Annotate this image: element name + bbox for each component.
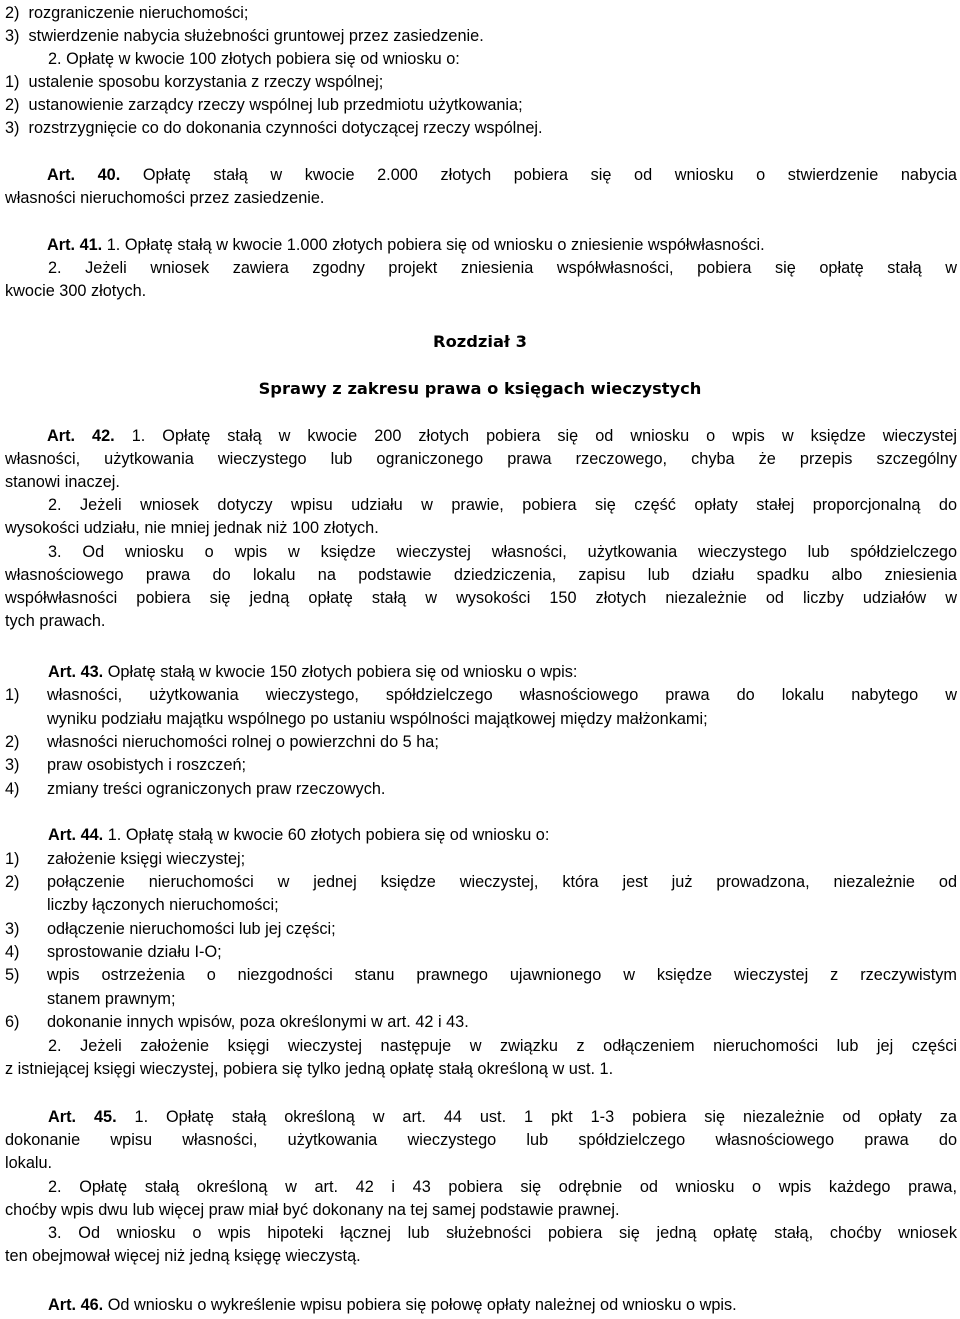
list-item [5, 964, 957, 987]
list-item-text: własności nieruchomości rolnej o powierzchni do 5 ha; [47, 733, 439, 751]
article-heading: Art. 40. [47, 166, 121, 184]
article-44-line: Art. 44. 1. Opłatę stałą w kwocie 60 złotych pobiera się od wniosku o: [48, 826, 550, 844]
list-item-text: zmiany treści ograniczonych praw rzeczowych. [47, 780, 386, 798]
list-item [5, 754, 957, 777]
list-item [5, 871, 957, 894]
list-item-text: odłączenie nieruchomości lub jej części; [47, 920, 336, 938]
text-line: 2. Jeżeli wniosek dotyczy wpisu udziału w prawie, pobiera się część opłaty stałej proporcjonalną do [48, 496, 957, 514]
list-item [5, 918, 957, 941]
list-item [5, 731, 957, 754]
article-heading: Art. 43. [48, 663, 104, 681]
list-item-number: 5) [5, 966, 20, 984]
list-item-text: sprostowanie działu I-O; [47, 943, 222, 961]
text-line: stanowi inaczej. [5, 473, 120, 491]
list-item-number: 3) [5, 756, 20, 774]
list-item [5, 684, 957, 707]
article-heading: Art. 41. [47, 236, 103, 254]
list-item-text: stanem prawnym; [47, 990, 176, 1008]
text-line: wysokości udziału, nie mniej jednak niż 100 złotych. [5, 519, 379, 537]
list-item-text: liczby łączonych nieruchomości; [47, 896, 279, 914]
text-line: 3. Od wniosku o wpis w księdze wieczystej własności, użytkowania wieczystego lub spółdzielczego [48, 543, 957, 561]
text-line: 3) stwierdzenie nabycia służebności gruntowej przez zasiedzenie. [5, 27, 484, 45]
list-item-number: 2) [5, 733, 20, 751]
list-item [5, 708, 957, 731]
chapter-number: Rozdział 3 [433, 332, 527, 351]
text-line: kwocie 300 złotych. [5, 282, 147, 300]
text-line: 1) ustalenie sposobu korzystania z rzeczy wspólnej; [5, 73, 384, 91]
list-item-text: wpis ostrzeżenia o niezgodności stanu prawnego ujawnionego w księdze wieczystej z rzeczywistym [47, 966, 957, 984]
text-line: lokalu. [5, 1154, 53, 1172]
list-item-number: 4) [5, 943, 20, 961]
text-line: 2. Opłatę w kwocie 100 złotych pobiera się od wniosku o: [48, 50, 460, 68]
list-item [5, 1011, 957, 1034]
text-line: z istniejącej księgi wieczystej, pobiera się tylko jedną opłatę stałą określoną w ust. 1. [5, 1060, 614, 1078]
list-item [5, 778, 957, 801]
list-item-number: 1) [5, 686, 20, 704]
text-line: własnościowego prawa do lokalu na podstawie dziedziczenia, zapisu lub działu spadku albo zniesienia [5, 566, 957, 584]
list-item-text: założenie księgi wieczystej; [47, 850, 246, 868]
article-40-line: Art. 40. Opłatę stałą w kwocie 2.000 złotych pobiera się od wniosku o stwierdzenie nabycia [47, 166, 957, 184]
text-line: 2. Jeżeli wniosek zawiera zgodny projekt zniesienia współwłasności, pobiera się opłatę stałą w [48, 259, 957, 277]
article-heading: Art. 46. [48, 1296, 104, 1314]
article-41-line: Art. 41. 1. Opłatę stałą w kwocie 1.000 złotych pobiera się od wniosku o zniesienie współwłasności. [47, 236, 765, 254]
list-item-text: wyniku podziału majątku wspólnego po ustaniu wspólności majątkowej między małżonkami; [47, 710, 708, 728]
list-item-text: dokonanie innych wpisów, poza określonymi w art. 42 i 43. [47, 1013, 469, 1031]
text-line: własności, użytkowania wieczystego lub ograniczonego prawa rzeczowego, chyba że przepis szczególny [5, 450, 957, 468]
list-item [5, 941, 957, 964]
article-heading: Art. 42. [47, 427, 115, 445]
list-item-text: własności, użytkowania wieczystego, spółdzielczego własnościowego prawa do lokalu nabytego w [47, 686, 957, 704]
list-item-number: 6) [5, 1013, 20, 1031]
article-heading: Art. 45. [48, 1108, 117, 1126]
article-heading: Art. 44. [48, 826, 104, 844]
list-item-text: połączenie nieruchomości w jednej księdze wieczystej, która jest już prowadzona, niezależnie od [47, 873, 957, 891]
list-item-number: 4) [5, 780, 20, 798]
text-line: 2. Opłatę stałą określoną w art. 42 i 43 pobiera się odrębnie od wniosku o wpis każdego prawa, [48, 1178, 957, 1196]
list-item [5, 848, 957, 871]
list-item [5, 894, 957, 917]
list-item [5, 988, 957, 1011]
list-item-number: 1) [5, 850, 20, 868]
text-line: własności nieruchomości przez zasiedzenie. [5, 189, 325, 207]
list-item-number: 3) [5, 920, 20, 938]
list-item-number: 2) [5, 873, 20, 891]
text-line: choćby wpis dwu lub więcej praw miał być dokonany na tej samej podstawie prawnej. [5, 1201, 620, 1219]
text-line: 3) rozstrzygnięcie co do dokonania czynności dotyczącej rzeczy wspólnej. [5, 119, 543, 137]
text-line: 2. Jeżeli założenie księgi wieczystej następuje w związku z odłączeniem nieruchomości lub jej części [48, 1037, 957, 1055]
text-line: 2) rozgraniczenie nieruchomości; [5, 4, 249, 22]
text-line: 2) ustanowienie zarządcy rzeczy wspólnej lub przedmiotu użytkowania; [5, 96, 523, 114]
text-line: tych prawach. [5, 612, 106, 630]
list-item-text: praw osobistych i roszczeń; [47, 756, 247, 774]
article-45-line: Art. 45. 1. Opłatę stałą określoną w art. 44 ust. 1 pkt 1-3 pobiera się niezależnie od opłaty za [48, 1108, 957, 1126]
article-43-line: Art. 43. Opłatę stałą w kwocie 150 złotych pobiera się od wniosku o wpis: [48, 663, 578, 681]
chapter-title: Sprawy z zakresu prawa o księgach wieczystych [258, 379, 702, 398]
text-line: współwłasności pobiera się jedną opłatę stałą w wysokości 150 złotych niezależnie od liczby udziałów w [5, 589, 957, 607]
text-line: dokonanie wpisu własności, użytkowania wieczystego lub spółdzielczego własnościowego prawa do [5, 1131, 957, 1149]
article-46-line: Art. 46. Od wniosku o wykreślenie wpisu pobiera się połowę opłaty należnej od wniosku o wpis. [48, 1296, 737, 1314]
text-line: 3. Od wniosku o wpis hipoteki łącznej lub służebności pobiera się jedną opłatę stałą, choćby wniosek [48, 1224, 957, 1242]
article-42-line: Art. 42. 1. Opłatę stałą w kwocie 200 złotych pobiera się od wniosku o wpis w księdze wieczystej [47, 427, 957, 445]
text-line: ten obejmował więcej niż jedną księgę wieczystą. [5, 1247, 361, 1265]
